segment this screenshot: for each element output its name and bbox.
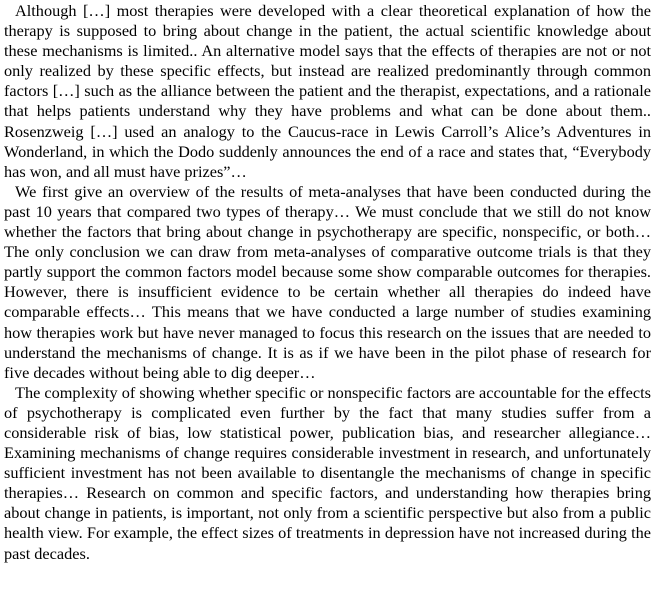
paragraph-meta-analyses: We first give an overview of the results of meta-analyses that have been conducted during the past 10 years that compared two types of therapy… We must conclude that we still do not know whether the factors that bring about change in psychotherapy are specific, nonspecific, or both… The only conclusion we can draw from meta-analyses of comparative outcome trials is that they partly support the common factors model because some show comparable outcomes for therapies. However, there is insufficient evidence to be certain whether all therapies do indeed have comparable effects… This means that we have conducted a large number of studies examining how therapies work but have never managed to focus this research on the issues that are needed to understand the mechanisms of change. It is as if we have been in the pilot phase of research for five decades without being able to dig deeper… bbox=[4, 181, 651, 382]
paragraph-mechanisms-of-change: Although […] most therapies were developed with a clear theoretical explanation of how the therapy is supposed to bring about change in the patient, the actual scientific knowledge about these mechanisms is limited.. An alternative model says that the effects of therapies are not or not only realized by these specific effects, but instead are realized predominantly through common factors […] such as the alliance between the patient and the therapist, expectations, and a rationale that helps patients understand why they have problems and what can be done about them.. Rosenzweig […] used an analogy to the Caucus-race in Lewis Carroll’s Alice’s Adventures in Wonderland, in which the Dodo suddenly announces the end of a race and states that, “Everybody has won, and all must have prizes”… bbox=[4, 1, 651, 181]
paragraph-complexity: The complexity of showing whether specific or nonspecific factors are accountable for the effects of psychotherapy is complicated even further by the fact that many studies suffer from a considerable risk of bias, low statistical power, publication bias, and researcher allegiance… Examining mechanisms of change requires considerable investment in research, and unfortunately sufficient investment has not been available to disentangle the mechanisms of change in specific therapies… Research on common and specific factors, and understanding how therapies bring about change in patients, is important, not only from a scientific perspective but also from a public health view. For example, the effect sizes of treatments in depression have not increased during the past decades. bbox=[4, 382, 651, 563]
